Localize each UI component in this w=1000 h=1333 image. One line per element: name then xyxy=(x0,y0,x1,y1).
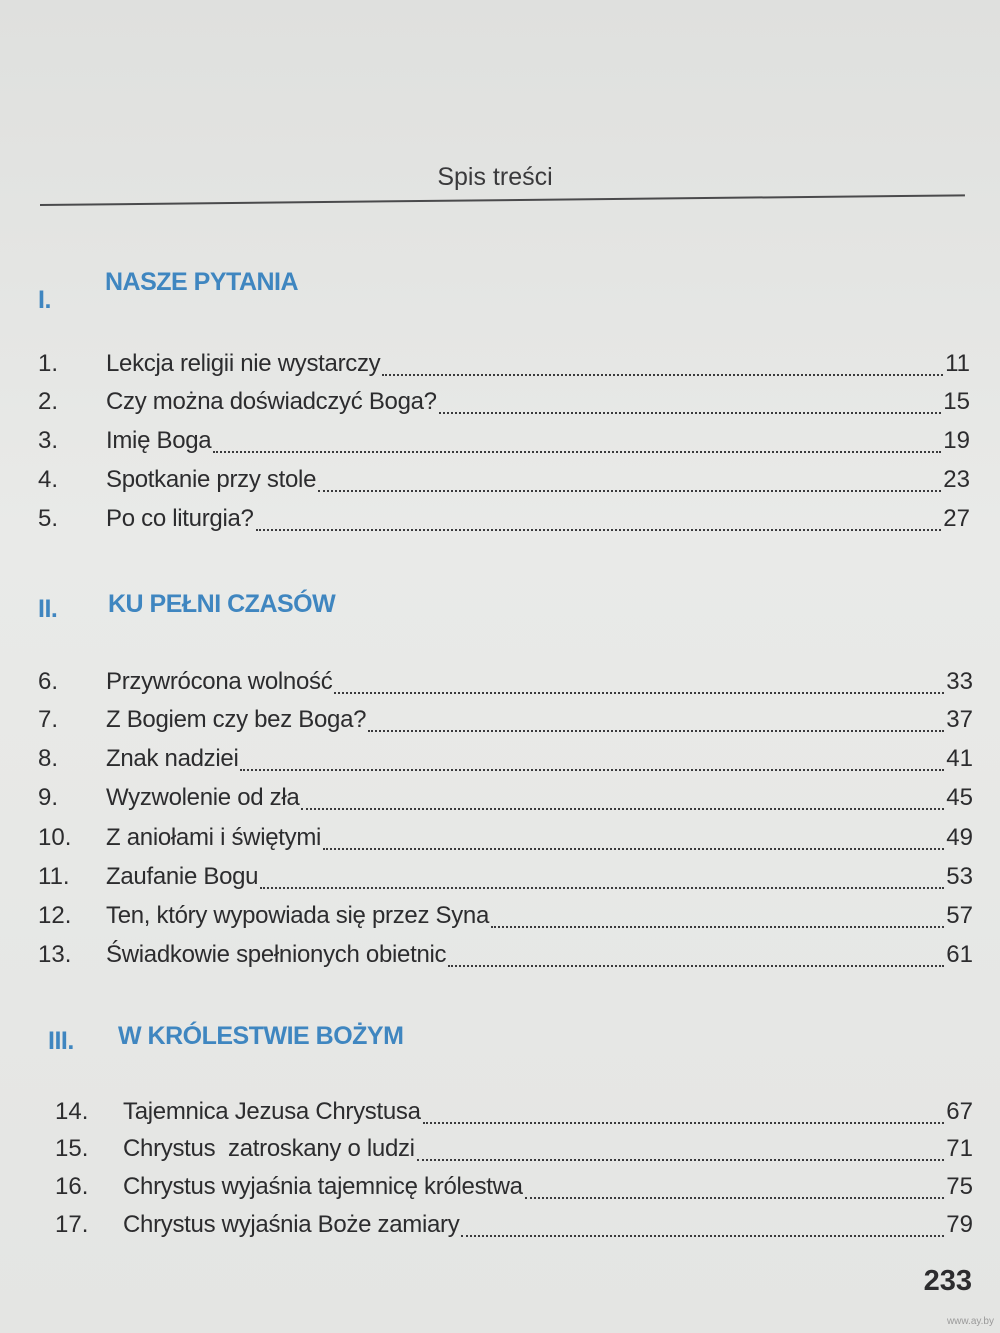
toc-entry xyxy=(38,784,973,818)
dot-leader xyxy=(323,848,944,850)
entry-page-number: 23 xyxy=(943,466,970,493)
entry-title: Znak nadziei xyxy=(106,745,239,772)
entry-title: Przywrócona wolność xyxy=(106,668,333,695)
entry-title: Ten, który wypowiada się przez Syna xyxy=(106,902,490,929)
toc-entry xyxy=(38,388,970,422)
section-title: W KRÓLESTWIE BOŻYM xyxy=(118,1022,404,1050)
watermark: www.ay.by xyxy=(946,1316,994,1327)
entry-number: 15. xyxy=(55,1135,89,1162)
entry-title: Z aniołami i świętymi xyxy=(106,824,322,851)
entry-page-number: 27 xyxy=(943,505,970,532)
entry-page-number: 15 xyxy=(943,388,970,415)
toc-entry xyxy=(38,505,970,539)
entry-title: Zaufanie Bogu xyxy=(106,863,259,890)
entry-page-number: 37 xyxy=(946,706,973,733)
entry-title: Z Bogiem czy bez Boga? xyxy=(106,706,367,733)
entry-page-number: 53 xyxy=(946,863,973,890)
toc-entry xyxy=(38,745,973,779)
toc-entry xyxy=(38,863,973,897)
entry-title: Imię Boga xyxy=(106,427,212,454)
section-title: NASZE PYTANIA xyxy=(105,268,299,296)
entry-number: 6. xyxy=(38,668,59,695)
entry-title: Chrystus zatroskany o ludzi xyxy=(123,1135,415,1162)
entry-page-number: 79 xyxy=(946,1211,973,1238)
dot-leader xyxy=(525,1197,945,1199)
dot-leader xyxy=(240,769,944,771)
entry-page-number: 49 xyxy=(946,824,973,851)
entry-number: 7. xyxy=(38,706,59,733)
toc-entry xyxy=(38,706,973,740)
section-roman-numeral: III. xyxy=(48,1027,74,1055)
entry-number: 1. xyxy=(38,350,59,377)
toc-entry xyxy=(38,427,970,461)
dot-leader xyxy=(256,529,942,531)
toc-entry xyxy=(38,902,973,936)
entry-number: 9. xyxy=(38,784,59,811)
toc-entry xyxy=(38,350,970,384)
toc-entry xyxy=(38,668,973,702)
entry-page-number: 67 xyxy=(946,1098,973,1125)
section-heading-3 xyxy=(48,1022,468,1056)
toc-entry xyxy=(55,1098,973,1132)
dot-leader xyxy=(382,374,943,376)
entry-number: 16. xyxy=(55,1173,89,1200)
entry-number: 5. xyxy=(38,505,59,532)
dot-leader xyxy=(368,730,944,732)
dot-leader xyxy=(461,1235,944,1237)
dot-leader xyxy=(439,412,942,414)
entry-title: Spotkanie przy stole xyxy=(106,466,317,493)
entry-title: Lekcja religii nie wystarczy xyxy=(106,350,381,377)
entry-number: 4. xyxy=(38,466,59,493)
entry-page-number: 75 xyxy=(946,1173,973,1200)
toc-entry xyxy=(38,466,970,500)
toc-entry xyxy=(55,1135,973,1169)
toc-entry xyxy=(55,1211,973,1245)
dot-leader xyxy=(318,490,941,492)
entry-page-number: 19 xyxy=(943,427,970,454)
page-number-folio: 233 xyxy=(923,1265,972,1297)
section-heading-2 xyxy=(38,590,438,624)
entry-page-number: 45 xyxy=(946,784,973,811)
page-header-title: Spis treści xyxy=(437,163,553,191)
entry-title: Tajemnica Jezusa Chrystusa xyxy=(123,1098,421,1125)
section-title: KU PEŁNI CZASÓW xyxy=(108,590,336,618)
section-roman-numeral: I. xyxy=(38,286,51,314)
section-roman-numeral: II. xyxy=(38,595,58,623)
entry-title: Świadkowie spełnionych obietnic xyxy=(106,941,447,968)
dot-leader xyxy=(260,887,944,889)
dot-leader xyxy=(301,808,944,810)
entry-number: 11. xyxy=(38,863,70,890)
toc-entry xyxy=(55,1173,973,1207)
entry-page-number: 33 xyxy=(946,668,973,695)
entry-number: 17. xyxy=(55,1211,89,1238)
entry-title: Wyzwolenie od zła xyxy=(106,784,300,811)
dot-leader xyxy=(213,451,941,453)
entry-page-number: 57 xyxy=(946,902,973,929)
entry-number: 2. xyxy=(38,388,59,415)
dot-leader xyxy=(491,926,944,928)
entry-title: Po co liturgia? xyxy=(106,505,254,532)
entry-number: 13. xyxy=(38,941,72,968)
toc-entry xyxy=(38,941,973,975)
entry-number: 10. xyxy=(38,824,72,851)
entry-number: 14. xyxy=(55,1098,89,1125)
section-heading-1 xyxy=(38,268,438,314)
entry-number: 3. xyxy=(38,427,59,454)
entry-page-number: 71 xyxy=(946,1135,973,1162)
entry-page-number: 41 xyxy=(946,745,973,772)
entry-number: 8. xyxy=(38,745,59,772)
dot-leader xyxy=(448,965,944,967)
toc-entry xyxy=(38,824,973,858)
entry-number: 12. xyxy=(38,902,72,929)
dot-leader xyxy=(334,692,944,694)
entry-page-number: 11 xyxy=(945,350,970,377)
dot-leader xyxy=(417,1159,945,1161)
entry-title: Czy można doświadczyć Boga? xyxy=(106,388,437,415)
entry-title: Chrystus wyjaśnia tajemnicę królestwa xyxy=(123,1173,523,1200)
entry-page-number: 61 xyxy=(946,941,973,968)
dot-leader xyxy=(423,1122,945,1124)
entry-title: Chrystus wyjaśnia Boże zamiary xyxy=(123,1211,460,1238)
header-rule xyxy=(40,194,965,205)
